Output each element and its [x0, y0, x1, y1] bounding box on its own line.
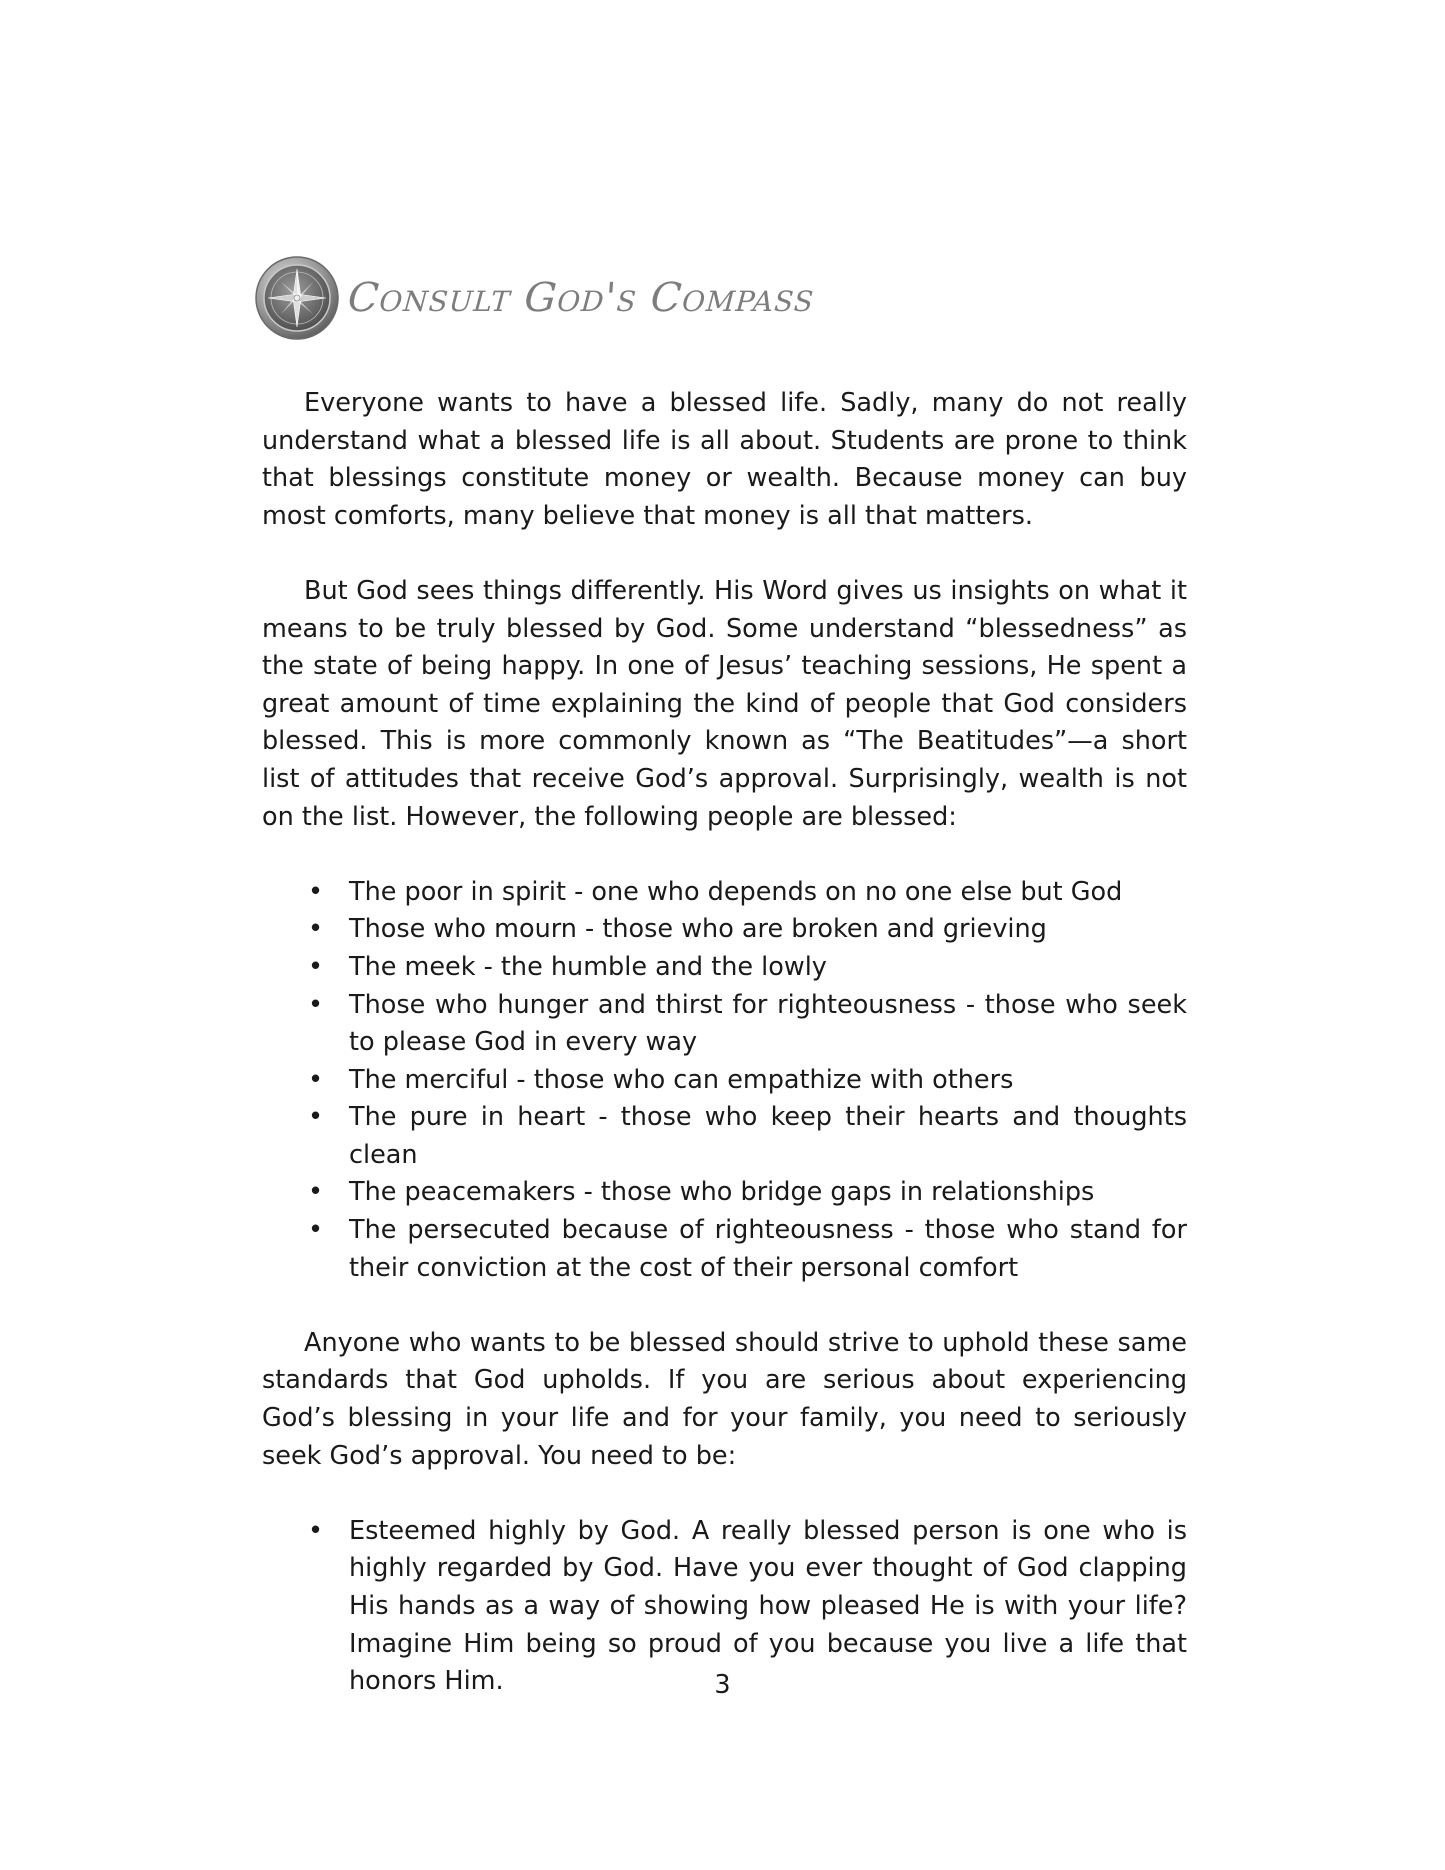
list-item: • Esteemed highly by God. A really blessed person is one who is highly regarded by God. Have you ever thought of God clapping His hands as a way of showing how pleased He is with your life? Imagine Him being so proud of you because you live a life that honors Him.: [262, 1513, 1187, 1701]
list-item: • The peacemakers - those who bridge gaps in relationships: [262, 1174, 1187, 1212]
beatitudes-list: [262, 874, 1187, 1288]
bullet-icon: •: [308, 876, 324, 907]
list-item: • The merciful - those who can empathize with others: [262, 1062, 1187, 1100]
page-body: [262, 385, 1187, 1701]
list-item: • Those who mourn - those who are broken and grieving: [262, 911, 1187, 949]
bullet-icon: •: [308, 1102, 324, 1133]
bullet-icon: •: [308, 1177, 324, 1208]
list-item: • Those who hunger and thirst for righteousness - those who seek to please God in every way: [262, 987, 1187, 1062]
bullet-icon: •: [308, 951, 324, 982]
paragraph-god-sees: But God sees things differently. His Word gives us insights on what it means to be truly blessed by God. Some understand “blessedness” as the state of being happy. In one of Jesus’ teaching sessions, He spent a great amount of time explaining the kind of people that God considers blessed. This is more commonly known as “The Beatitudes”—a short list of attitudes that receive God’s approval. Surprisingly, wealth is not on the list. However, the following people are blessed:: [262, 575, 1187, 832]
chapter-title: Consult God's Compass: [346, 275, 816, 321]
bullet-icon: •: [308, 914, 324, 945]
compass-icon: [254, 255, 340, 341]
list-item: • The pure in heart - those who keep their hearts and thoughts clean: [262, 1099, 1187, 1174]
paragraph-uphold-standards: Anyone who wants to be blessed should strive to uphold these same standards that God upholds. If you are serious about experiencing God’s blessing in your life and for your family, you need to seriously seek God’s approval. You need to be:: [262, 1327, 1187, 1471]
bullet-icon: •: [308, 1515, 324, 1546]
paragraph-intro: Everyone wants to have a blessed life. Sadly, many do not really understand what a blessed life is all about. Students are prone to think that blessings constitute money or wealth. Because money can buy most comforts, many believe that money is all that matters.: [262, 388, 1187, 531]
page-number: 3: [714, 1670, 731, 1700]
list-item: • The poor in spirit - one who depends on no one else but God: [262, 874, 1187, 912]
list-item: • The persecuted because of righteousness - those who stand for their conviction at the cost of their personal comfort: [262, 1212, 1187, 1287]
list-item: • The meek - the humble and the lowly: [262, 949, 1187, 987]
bullet-icon: •: [308, 1064, 324, 1095]
bullet-icon: •: [308, 1215, 324, 1246]
bullet-icon: •: [308, 989, 324, 1020]
chapter-header: [254, 255, 814, 341]
